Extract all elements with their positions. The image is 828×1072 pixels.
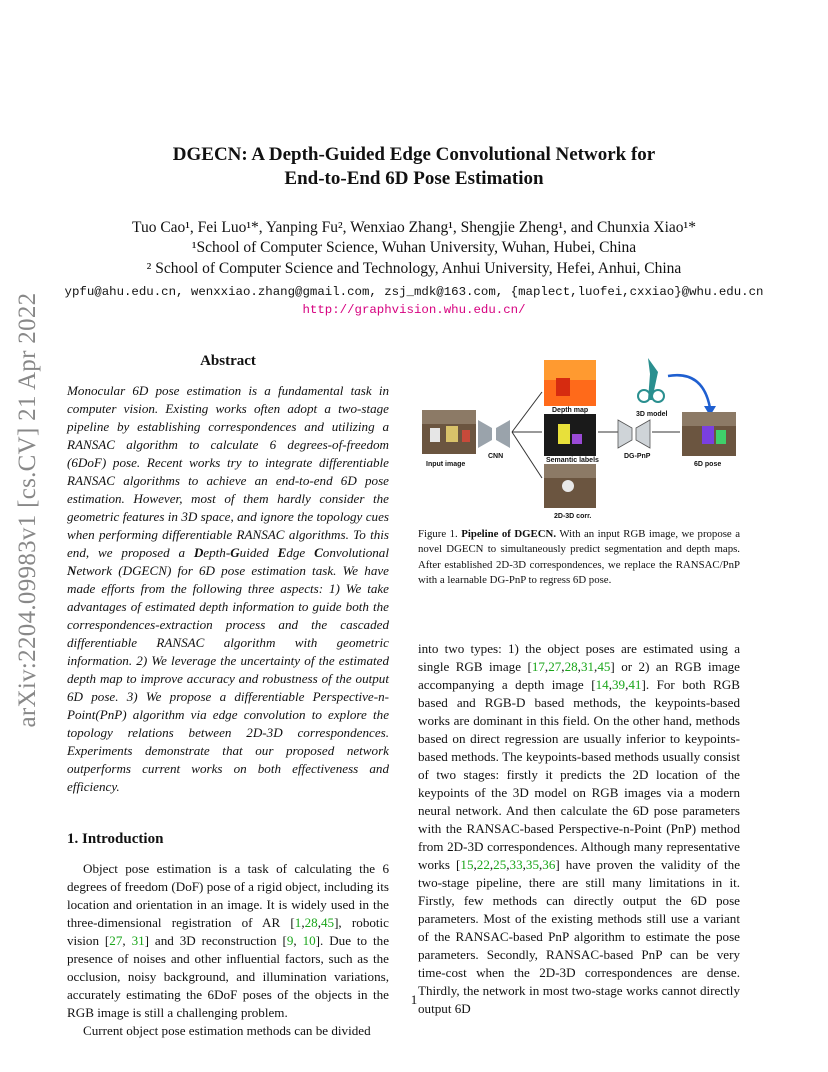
label-depth-map: Depth map [552, 407, 589, 414]
pipeline-diagram [418, 352, 740, 522]
citation[interactable]: 31 [131, 933, 145, 948]
label-input-image: Input image [426, 461, 466, 468]
introduction-heading: 1. Introduction [67, 831, 164, 847]
citation[interactable]: 9 [286, 933, 294, 948]
affiliation-2: ² School of Computer Science and Technology, Anhui University, Hefei, Anhui, China [146, 260, 682, 277]
dgpnp-block-left [618, 420, 632, 448]
citation[interactable]: 36 [542, 857, 556, 872]
affiliation-1: ¹School of Computer Science, Wuhan University, Wuhan, Hubei, China [191, 239, 637, 256]
citation[interactable]: 45 [597, 659, 611, 674]
right-column [418, 640, 740, 1018]
citation[interactable]: 25 [493, 857, 507, 872]
citation[interactable]: 33 [509, 857, 523, 872]
citation[interactable]: 27 [548, 659, 562, 674]
homepage-link[interactable]: http://graphvision.whu.edu.cn/ [302, 303, 526, 317]
right-paragraph: into two types: 1) the object poses are estimated using a single RGB image [17,27,28,31,45] or 2) an RGB image accompanying a depth image [14,39,41]. For both RGB based and RGB-D based methods, the keypoints-based works are dominant in this field. On the other hand, methods based on direct regression are usually inferior to keypoints-based methods. The keypoints-based methods usually consist of two stages: firstly it predicts the 2D location of the keypoints of the 3D model on RGB images via a modern neural network. And then calculate the 6D pose parameters with the RANSAC-based Perspective-n-Point (PnP) method from 2D-3D correspondences. Although many representative works [15,22,25,33,35,36] have proven the validity of the two-stage pipeline, there are still many limitations in it. Firstly, few methods can directly output the 6D pose parameters. Most of the existing methods still use a variant of the RANSAC-based PnP algorithm to estimate the pose parameters. Secondly, RANSAC-based PnP can be very time-cost when the 2D-3D correspondences are dense. Thirdly, the network in most two-stage works cannot directly output 6D [418, 641, 741, 1016]
figure-1-caption: Figure 1. Pipeline of DGECN. With an input RGB image, we propose a novel DGECN to simultaneously predict segmentation and depth maps. After established 2D-3D correspondences, we replace the RANSAC/PnP with a learnable DG-PnP to regress 6D pose. [418, 528, 740, 587]
citation[interactable]: 15 [460, 857, 474, 872]
abstract-text: Monocular 6D pose estimation is a fundamental task in computer vision. Existing works often adopt a two-stage pipeline by establishing correspondences and utilizing a RANSAC algorithm to calculate 6 degrees-of-freedom (6DoF) pose. Recent works try to integrate differentiable RANSAC algorithms to achieve an end-to-end 6D pose estimation. However, most of them hardly consider the geometric features in 3D space, and ignore the topology cues when performing differentiable RANSAC algorithms. To this end, we proposed a Depth-Guided Edge Convolutional Network (DGECN) for 6D pose estimation task. We have made efforts from the following three aspects: 1) We take advantages of estimated depth information to guide both the correspondences-extraction process and the cascaded differentiable RANSAC algorithm with geometric information. 2) We leverage the uncertainty of the estimated depth map to improve accuracy and robustness of the output 6D pose. 3) We propose a differentiable Perspective-n-Point(PnP) algorithm via edge convolution to explore the topology relations between 2D-3D correspondences. Experiments demonstrate that our proposed network outperforms current works on both effectiveness and efficiency. [67, 383, 389, 794]
label-3d-model: 3D model [636, 411, 668, 418]
intro-paragraph-2: Current object pose estimation methods can be divided [83, 1023, 371, 1038]
intro-paragraph-1: Object pose estimation is a task of calculating the 6 degrees of freedom (DoF) pose of a rigid object, including its location and orientation in an image. It is widely used in the three-dimensional registration of AR [1,28,45], robotic vision [27, 31] and 3D reconstruction [9, 10]. Due to the presence of noises and other influential factors, such as the occlusion, noisy background, and illumination variations, accurately estimating the 6DoF poses of the objects in the RGB image is still a challenging problem. [67, 861, 390, 1020]
cnn-decoder [496, 420, 510, 448]
citation[interactable]: 45 [320, 915, 335, 930]
citation[interactable]: 17 [531, 659, 545, 674]
citation[interactable]: 28 [564, 659, 578, 674]
citation[interactable]: 31 [580, 659, 595, 674]
page-number: 1 [410, 992, 418, 1007]
citation[interactable]: 1 [294, 915, 302, 930]
arxiv-stamp-text: arXiv:2204.09983v1 [cs.CV] 21 Apr 2022 [14, 292, 41, 728]
model-arrow [668, 375, 710, 408]
left-column [67, 352, 389, 1040]
citation[interactable]: 10 [302, 933, 316, 948]
citation[interactable]: 41 [628, 677, 642, 692]
citation[interactable]: 22 [476, 857, 490, 872]
label-dg-pnp: DG-PnP [624, 453, 651, 460]
abstract-heading: Abstract [200, 353, 256, 369]
citation[interactable]: 27 [109, 933, 123, 948]
label-cnn: CNN [488, 453, 504, 460]
paper-title-line-1: DGECN: A Depth-Guided Edge Convolutional Network for [172, 144, 656, 165]
citation[interactable]: 35 [525, 857, 540, 872]
paper-title-line-2: End-to-End 6D Pose Estimation [284, 168, 544, 189]
dgpnp-block-right [636, 420, 650, 448]
label-2d-3d-corr: 2D-3D corr. [554, 513, 592, 520]
arxiv-stamp [10, 285, 46, 735]
label-6d-pose: 6D pose [694, 461, 722, 468]
author-emails: ypfu@ahu.edu.cn, wenxxiao.zhang@gmail.com, zsj_mdk@163.com, {maplect,luofei,cxxiao}@whu.edu.cn [64, 285, 764, 299]
label-semantic-labels: Semantic labels [546, 457, 599, 464]
figure-1 [418, 352, 740, 522]
author-list: Tuo Cao¹, Fei Luo¹*, Yanping Fu², Wenxiao Zhang¹, Shengjie Zheng¹, and Chunxia Xiao¹* [132, 219, 696, 236]
citation[interactable]: 14 [595, 677, 609, 692]
citation[interactable]: 39 [612, 677, 626, 692]
cnn-encoder [478, 420, 492, 448]
citation[interactable]: 28 [304, 915, 318, 930]
